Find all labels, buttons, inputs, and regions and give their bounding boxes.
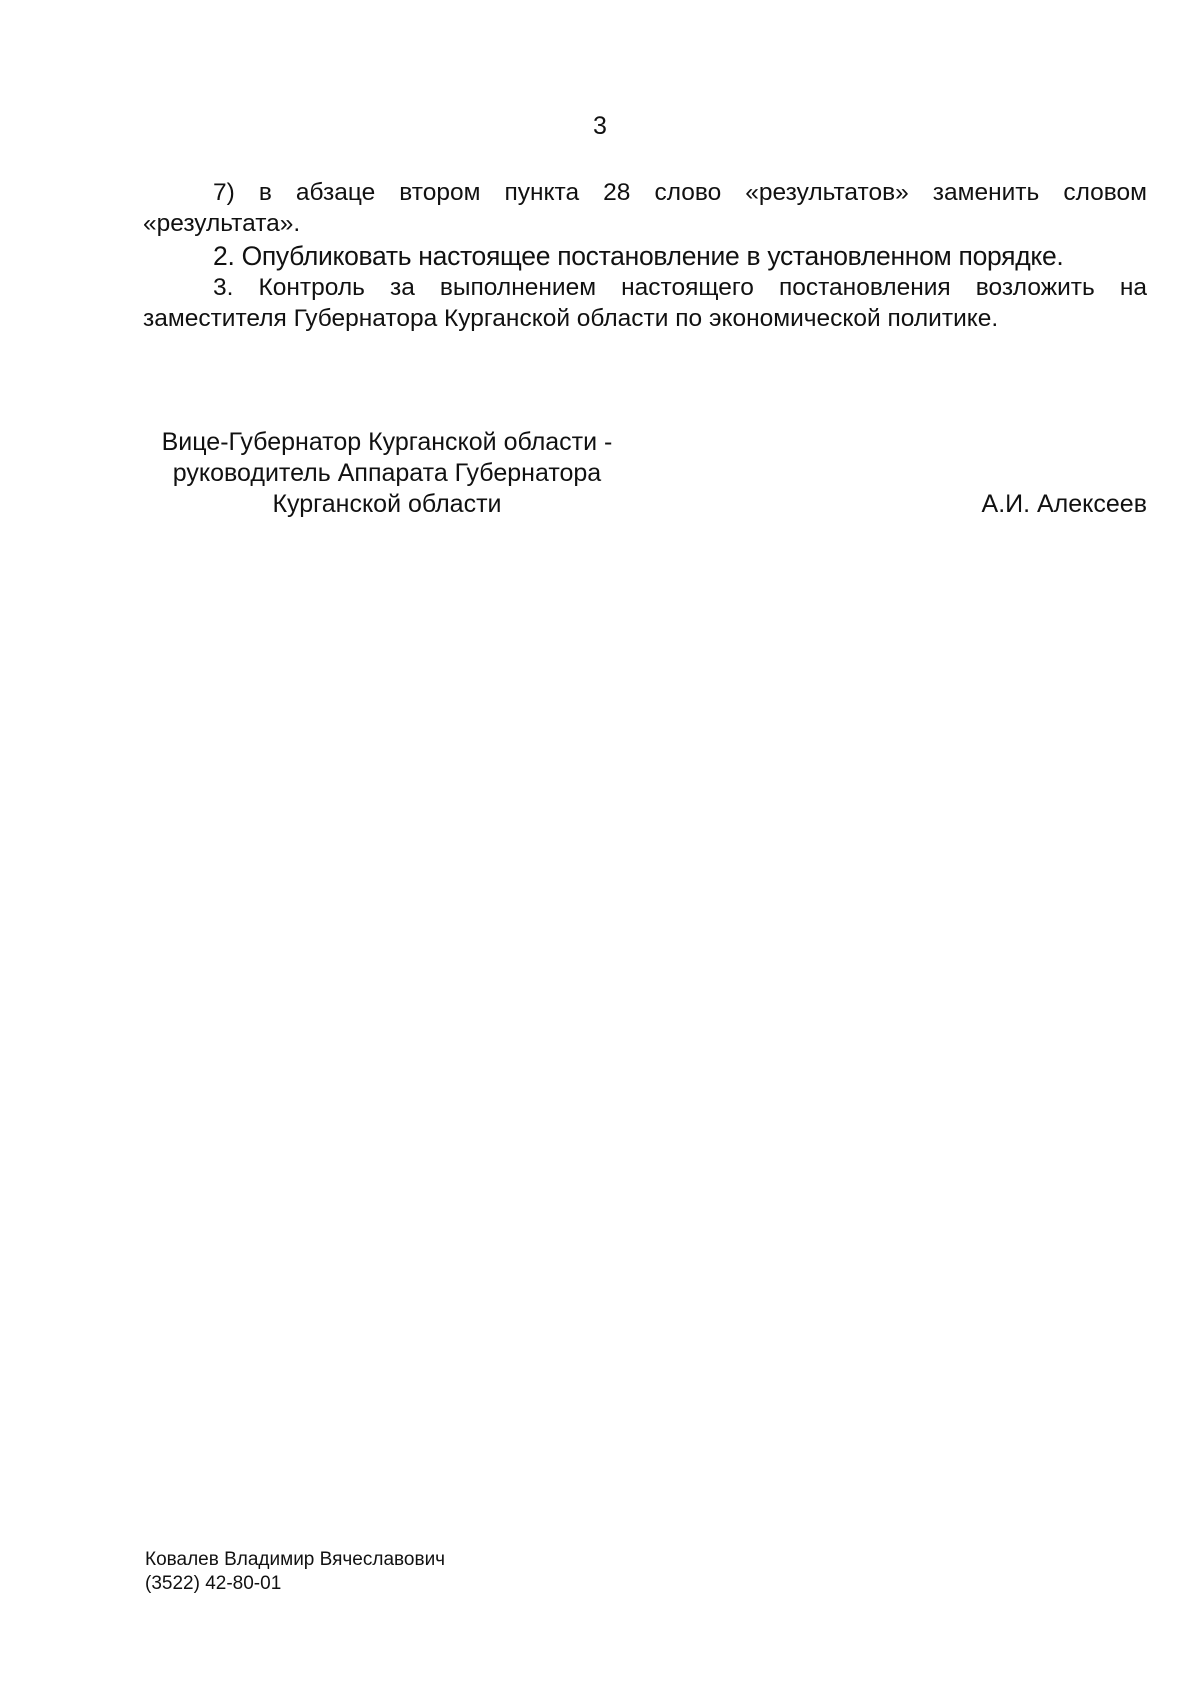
signature-title-line: руководитель Аппарата Губернатора (172, 459, 602, 487)
signature-title-block (143, 427, 631, 520)
signature-title-line: Курганской области (272, 490, 502, 518)
executor-name: Ковалев Владимир Вячеславович (145, 1549, 446, 1570)
signature-title-line: Вице-Губернатор Курганской области - (161, 428, 613, 456)
executor-contact (145, 1548, 445, 1596)
page-number: 3 (593, 112, 607, 140)
executor-phone: (3522) 42-80-01 (145, 1573, 282, 1594)
signer-name: А.И. Алексеев (981, 490, 1147, 518)
paragraph-amendment-7: 7) в абзаце втором пункта 28 слово «результатов» заменить словом «результата». (143, 179, 1147, 237)
paragraph-control: 3. Контроль за выполнением настоящего постановления возложить на заместителя Губернатора Курганской области по экономической политике. (143, 274, 1147, 332)
paragraph-publish: 2. Опубликовать настоящее постановление в установленном порядке. (213, 241, 1064, 271)
